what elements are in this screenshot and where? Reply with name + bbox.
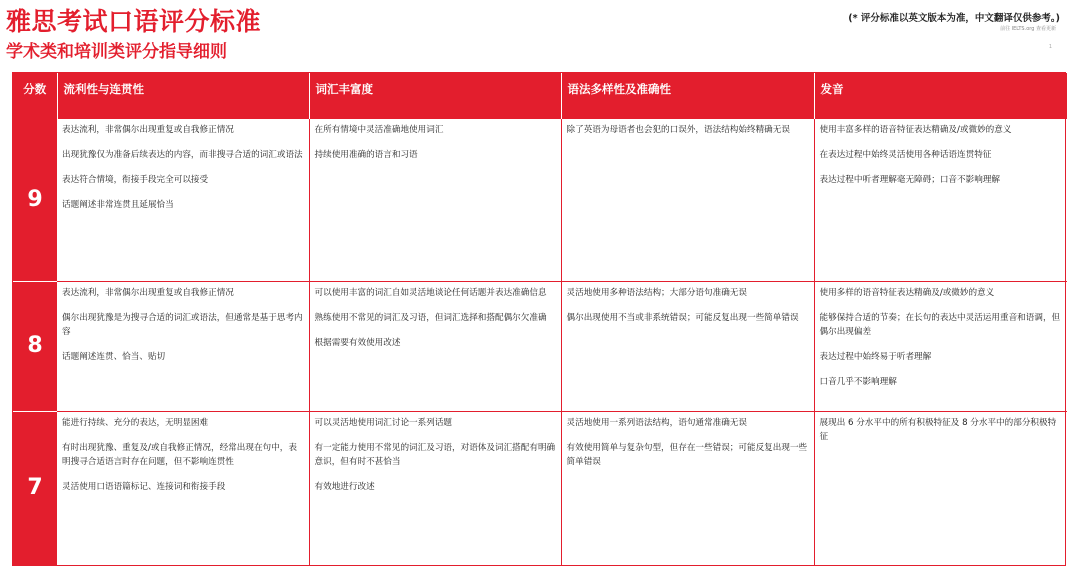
fluency-cell bbox=[57, 411, 309, 565]
descriptor-text: 有效地进行改述 bbox=[314, 481, 375, 492]
grammar-cell bbox=[561, 281, 814, 411]
update-note: 前往 IELTS.org 查看更新 bbox=[1000, 26, 1056, 32]
descriptor-text: 可以使用丰富的词汇自如灵活地谈论任何话题并表达准确信息 bbox=[314, 287, 547, 298]
descriptor-text: 熟练使用不常见的词汇及习语，但词汇选择和搭配偶尔欠准确 bbox=[314, 312, 547, 323]
table-header-row bbox=[13, 73, 1067, 119]
grammar-cell bbox=[561, 411, 814, 565]
descriptor-text: 展现出 6 分水平中的所有积极特征及 8 分水平中的部分积极特征 bbox=[819, 417, 1057, 442]
header-lexical: 词汇丰富度 bbox=[309, 73, 561, 119]
score-cell: 9 bbox=[13, 119, 57, 281]
descriptor-text: 表达流利，非常偶尔出现重复或自我修正情况 bbox=[62, 125, 234, 135]
descriptor-text: 表达过程中始终易于听者理解 bbox=[819, 351, 932, 362]
descriptor-text: 口音几乎不影响理解 bbox=[819, 376, 897, 387]
table-row bbox=[13, 281, 1067, 411]
criteria-table bbox=[12, 72, 1066, 566]
descriptor-text: 可以灵活地使用词汇讨论一系列话题 bbox=[314, 417, 453, 428]
descriptor-text: 使用多样的语音特征表达精确及/或微妙的意义 bbox=[819, 287, 995, 298]
descriptor-text: 灵活地使用一系列语法结构，语句通常准确无误 bbox=[566, 417, 747, 428]
descriptor-text: 能进行持续、充分的表达，无明显困难 bbox=[62, 417, 209, 428]
header-grammar: 语法多样性及准确性 bbox=[561, 73, 814, 119]
descriptor-text: 有效使用简单与复杂句型，但存在一些错误；可能反复出现一些简单错误 bbox=[566, 442, 808, 467]
descriptor-text: 话题阐述连贯、恰当、贴切 bbox=[62, 351, 166, 362]
descriptor-text: 使用丰富多样的语音特征表达精确及/或微妙的意义 bbox=[819, 125, 1012, 135]
lexical-cell bbox=[309, 119, 561, 281]
fluency-cell bbox=[57, 119, 309, 281]
descriptor-text: 根据需要有效使用改述 bbox=[314, 337, 401, 348]
header-fluency: 流利性与连贯性 bbox=[57, 73, 309, 119]
descriptor-text: 话题阐述非常连贯且延展恰当 bbox=[62, 200, 174, 210]
score-cell: 8 bbox=[13, 281, 57, 411]
descriptor-text: 表达过程中听者理解毫无障碍；口音不影响理解 bbox=[819, 175, 1000, 185]
descriptor-text: 灵活地使用多种语法结构；大部分语句准确无误 bbox=[566, 287, 747, 298]
descriptor-text: 持续使用准确的语言和习语 bbox=[314, 150, 418, 160]
pronunciation-cell bbox=[814, 281, 1067, 411]
lexical-cell bbox=[309, 281, 561, 411]
page-subtitle: 学术类和培训类评分指导细则 bbox=[6, 42, 227, 62]
descriptor-text: 偶尔出现犹豫是为搜寻合适的词汇或语法，但通常是基于思考内容 bbox=[62, 312, 303, 337]
lexical-cell bbox=[309, 411, 561, 565]
header-score: 分数 bbox=[13, 73, 57, 119]
score-cell: 7 bbox=[13, 411, 57, 565]
descriptor-text: 表达流利，非常偶尔出现重复或自我修正情况 bbox=[62, 287, 234, 298]
header-pronunciation: 发音 bbox=[814, 73, 1067, 119]
pronunciation-cell bbox=[814, 411, 1067, 565]
descriptor-text: 在所有情境中灵活准确地使用词汇 bbox=[314, 125, 444, 135]
translation-note: (* 评分标准以英文版本为准，中文翻译仅供参考。) bbox=[848, 13, 1060, 24]
descriptor-text: 有时出现犹豫、重复及/或自我修正情况，经常出现在句中，表明搜寻合适语言时存在问题，但不影响连贯性 bbox=[62, 442, 297, 467]
descriptor-text: 能够保持合适的节奏；在长句的表达中灵活运用重音和语调，但偶尔出现偏差 bbox=[819, 312, 1061, 337]
page-title: 雅思考试口语评分标准 bbox=[6, 7, 262, 36]
fluency-cell bbox=[57, 281, 309, 411]
pronunciation-cell bbox=[814, 119, 1067, 281]
descriptor-text: 有一定能力使用不常见的词汇及习语，对语体及词汇搭配有明确意识，但有时不甚恰当 bbox=[314, 442, 556, 467]
page-number: 1 bbox=[1048, 44, 1052, 50]
descriptor-text: 除了英语为母语者也会犯的口误外，语法结构始终精确无误 bbox=[566, 125, 790, 135]
table-row bbox=[13, 411, 1067, 565]
descriptor-text: 表达符合情境，衔接手段完全可以接受 bbox=[62, 175, 209, 185]
descriptor-text: 出现犹豫仅为准备后续表达的内容，而非搜寻合适的词汇或语法 bbox=[62, 150, 303, 160]
grammar-cell bbox=[561, 119, 814, 281]
descriptor-text: 偶尔出现使用不当或非系统错误；可能反复出现一些简单错误 bbox=[566, 312, 799, 323]
descriptor-text: 灵活使用口语语篇标记、连接词和衔接手段 bbox=[62, 481, 226, 492]
descriptor-text: 在表达过程中始终灵活使用各种话语连贯特征 bbox=[819, 150, 992, 160]
table-row bbox=[13, 119, 1067, 281]
